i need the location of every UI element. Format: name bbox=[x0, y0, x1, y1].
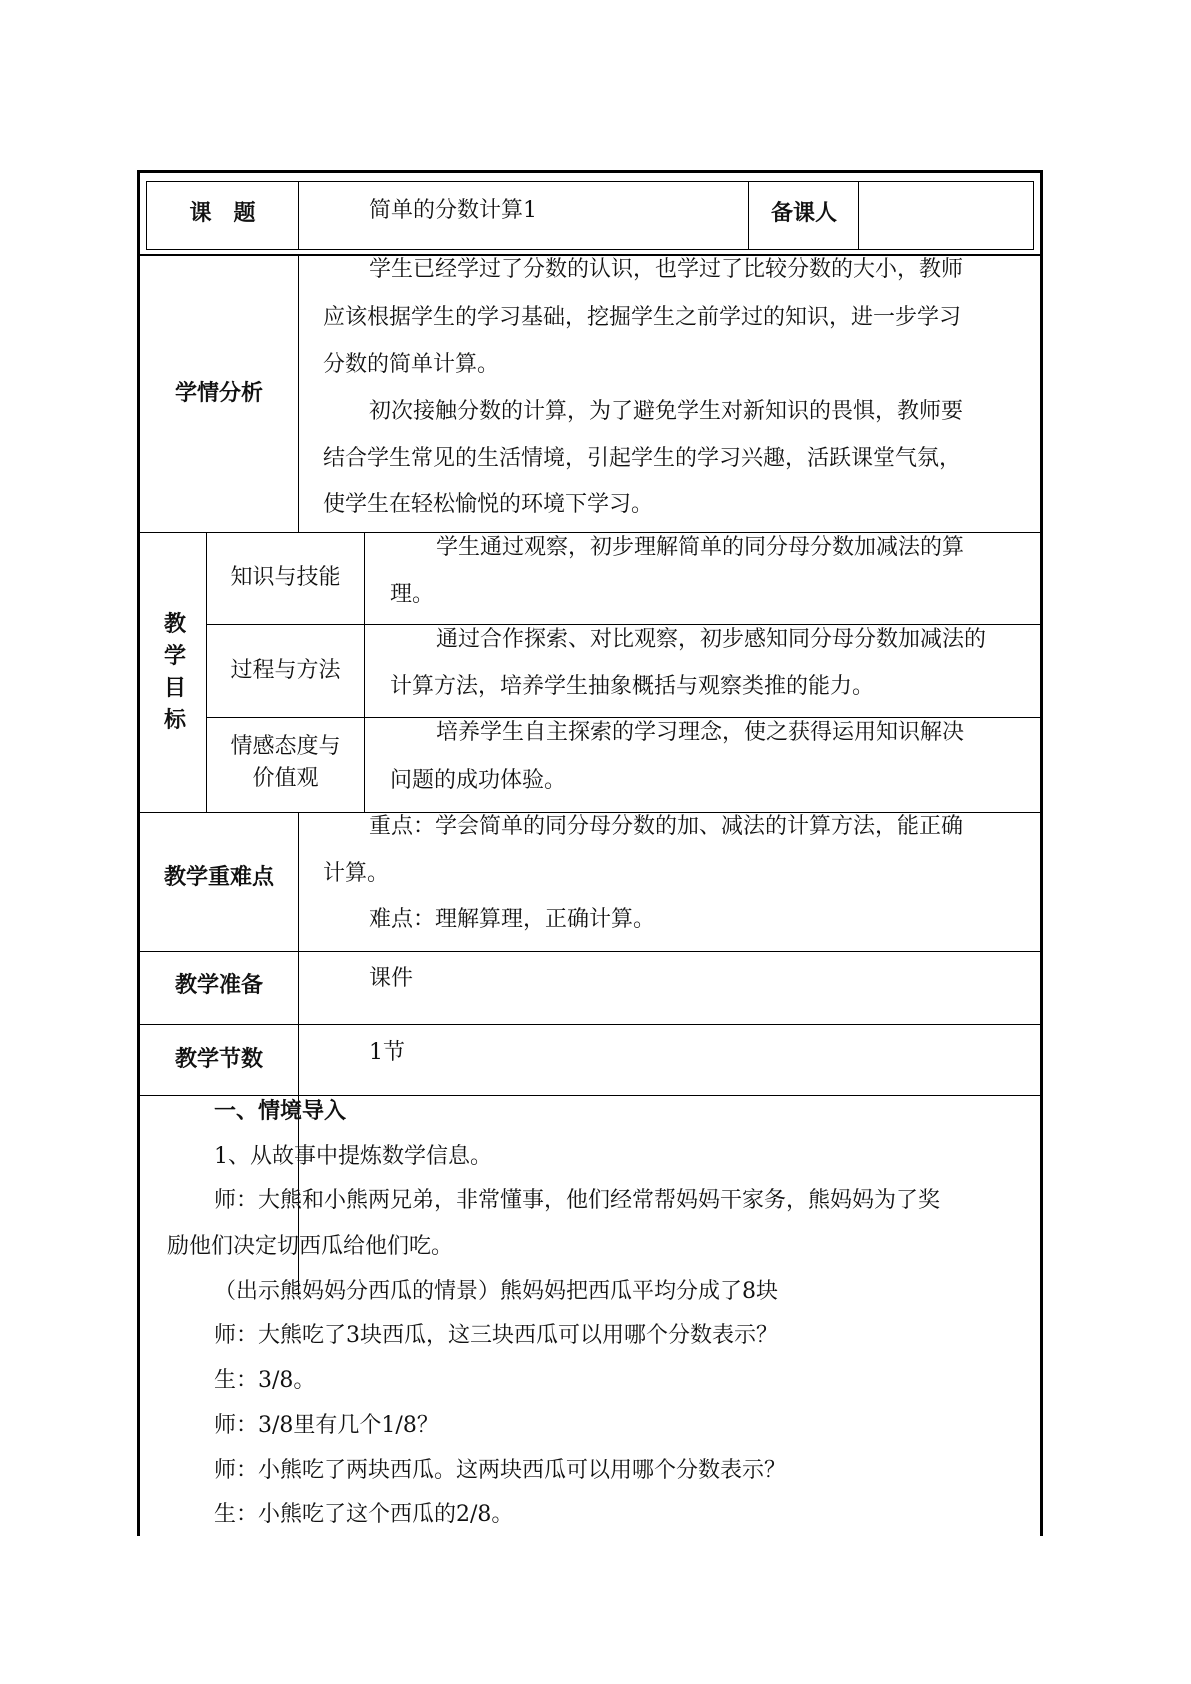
process-text-line: 师：3/8里有几个1/8？ bbox=[214, 1413, 439, 1438]
divider bbox=[298, 181, 299, 250]
analysis-line: 结合学生常见的生活情境，引起学生的学习兴趣，活跃课堂气氛， bbox=[323, 446, 962, 471]
analysis-line: 分数的简单计算。 bbox=[323, 352, 500, 377]
goals-label-char: 标 bbox=[163, 707, 186, 733]
process-text-line: 1、从故事中提炼数学信息。 bbox=[214, 1144, 492, 1169]
process-text-line: （出示熊妈妈分西瓜的情景）熊妈妈把西瓜平均分成了8块 bbox=[214, 1279, 778, 1304]
divider bbox=[137, 951, 1043, 952]
periods-value: 1节 bbox=[369, 1040, 405, 1065]
analysis-line: 应该根据学生的学习基础，挖掘学生之前学过的知识，进一步学习 bbox=[323, 305, 962, 330]
keypoints-line: 计算。 bbox=[323, 861, 390, 886]
section-heading: 一、情境导入 bbox=[214, 1098, 347, 1124]
process-text-line: 师：大熊和小熊两兄弟，非常懂事，他们经常帮妈妈干家务，熊妈妈为了奖 bbox=[214, 1188, 941, 1213]
prep-value: 课件 bbox=[369, 966, 414, 991]
knowledge-label: 知识与技能 bbox=[230, 565, 341, 590]
divider bbox=[298, 256, 299, 532]
preparer-label: 备课人 bbox=[770, 200, 837, 226]
topic-label: 课 题 bbox=[189, 200, 256, 226]
divider bbox=[748, 181, 749, 250]
divider bbox=[137, 1024, 1043, 1025]
divider bbox=[858, 181, 859, 250]
goals-label-char: 教 bbox=[163, 611, 186, 637]
topic-value: 简单的分数计算1 bbox=[369, 198, 537, 223]
emotion-label: 情感态度与 bbox=[230, 734, 341, 759]
process-line: 通过合作探索、对比观察，初步感知同分母分数加减法的 bbox=[436, 627, 987, 652]
process-text-line: 师：小熊吃了两块西瓜。这两块西瓜可以用哪个分数表示？ bbox=[214, 1458, 787, 1483]
emotion-line: 问题的成功体验。 bbox=[390, 768, 567, 793]
analysis-line: 学生已经学过了分数的认识，也学过了比较分数的大小，教师 bbox=[369, 257, 964, 282]
keypoints-label: 教学重难点 bbox=[163, 864, 274, 890]
process-text-line: 师：大熊吃了3块西瓜，这三块西瓜可以用哪个分数表示？ bbox=[214, 1323, 778, 1348]
goals-label-char: 目 bbox=[163, 675, 186, 701]
keypoints-line: 重点：学会简单的同分母分数的加、减法的计算方法，能正确 bbox=[369, 814, 964, 839]
process-label: 过程与方法 bbox=[230, 658, 341, 683]
process-text-line: 生：3/8。 bbox=[214, 1368, 316, 1393]
keypoints-line: 难点：理解算理，正确计算。 bbox=[369, 907, 656, 932]
process-text-line: 生：小熊吃了这个西瓜的2/8。 bbox=[214, 1502, 514, 1527]
goals-label-char: 学 bbox=[163, 643, 186, 669]
process-line: 计算方法，培养学生抽象概括与观察类推的能力。 bbox=[390, 674, 875, 699]
divider bbox=[298, 812, 299, 1295]
analysis-line: 初次接触分数的计算，为了避免学生对新知识的畏惧，教师要 bbox=[369, 399, 964, 424]
prep-label: 教学准备 bbox=[174, 972, 263, 998]
periods-label: 教学节数 bbox=[174, 1046, 263, 1072]
divider bbox=[364, 532, 365, 812]
analysis-line: 使学生在轻松愉悦的环境下学习。 bbox=[323, 492, 654, 517]
knowledge-line: 学生通过观察，初步理解简单的同分母分数加减法的算 bbox=[436, 535, 965, 560]
knowledge-line: 理。 bbox=[390, 582, 435, 607]
process-text-line: 励他们决定切西瓜给他们吃。 bbox=[167, 1234, 454, 1259]
emotion-line: 培养学生自主探索的学习理念，使之获得运用知识解决 bbox=[436, 720, 965, 745]
analysis-label: 学情分析 bbox=[174, 380, 263, 406]
emotion-label: 价值观 bbox=[252, 766, 319, 791]
